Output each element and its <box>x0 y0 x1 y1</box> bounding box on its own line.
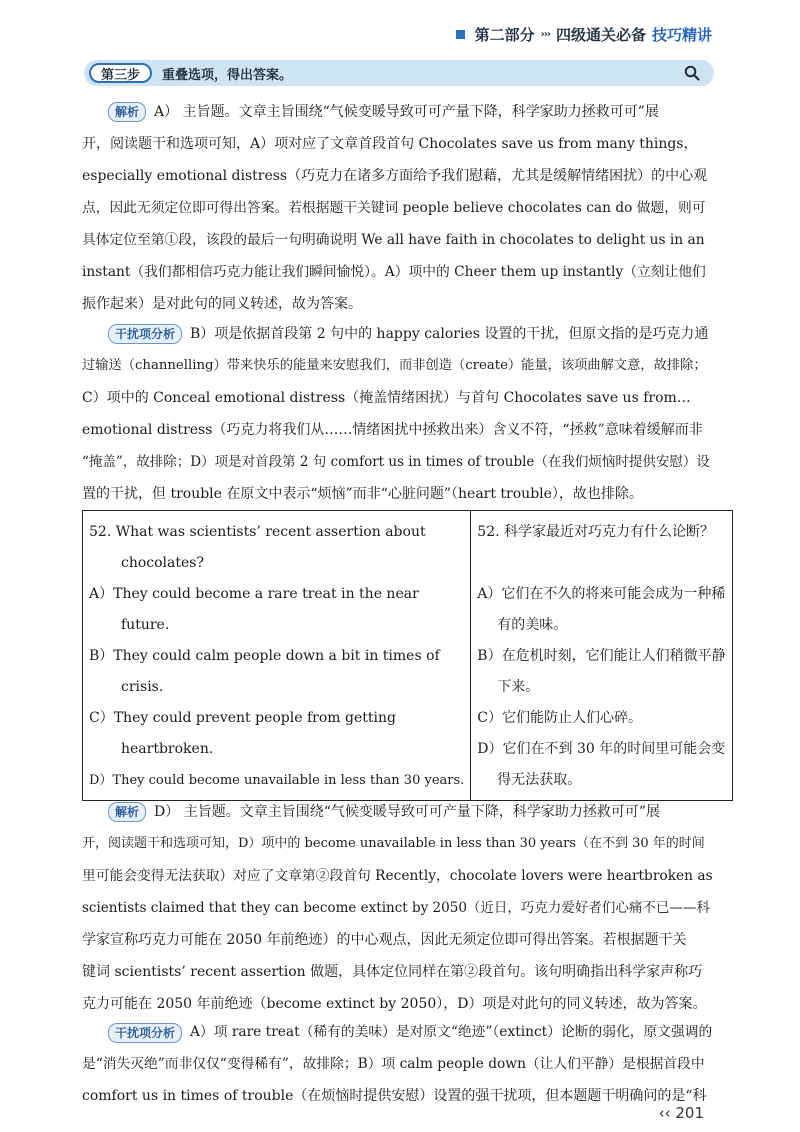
option-a-zh-cont: 有的美味。 <box>497 617 568 633</box>
header-part: 第二部分 <box>474 26 535 44</box>
distractor-badge: 干扰项分析 <box>108 324 182 344</box>
text-line: 克力可能在 2050 年前绝迹（become extinct by 2050），D）项是对此句的同义转述，故为答案。 <box>82 996 707 1012</box>
text-line: 开，阅读题干和选项可知，D）项中的 become unavailable in less than 30 years（在不到 30 年的时间 <box>82 836 705 851</box>
question-english <box>83 511 471 801</box>
distractor-analysis-51 <box>82 318 714 510</box>
option-d: D）They could become unavailable in less than 30 years. <box>89 773 465 788</box>
option-d-zh-cont: 得无法获取。 <box>497 772 582 788</box>
step-text: 重叠选项，得出答案。 <box>162 67 293 83</box>
option-b: B）They could calm people down a bit in times of <box>89 648 440 664</box>
step-bar <box>84 60 714 86</box>
question-stem: 52. What was scientists’ recent assertion about <box>89 524 426 540</box>
text-line: 开，阅读题干和选项可知，A）项对应了文章首段首句 Chocolates save us from many things， <box>82 136 698 152</box>
text-line: C）项中的 Conceal emotional distress（掩盖情绪困扰）与首句 Chocolates save us from… <box>82 390 691 406</box>
square-icon <box>456 30 465 39</box>
text-line: instant（我们都相信巧克力能让我们瞬间愉悦）。A）项中的 Cheer them up instantly（立刻让他们 <box>82 264 706 280</box>
page-header <box>456 24 712 45</box>
text-line: 置的干扰，但 trouble 在原文中表示“烦恼”而非“心脏问题”（heart trouble），故也排除。 <box>82 486 643 502</box>
option-c-zh: C）它们能防止人们心碎。 <box>477 710 643 726</box>
text-line: comfort us in times of trouble（在烦恼时提供安慰）设置的强干扰项，但本题题干明确问的是“科 <box>82 1088 707 1104</box>
analysis-52 <box>82 796 714 1020</box>
text-line: 键词 scientists’ recent assertion 做题，具体定位同样在第②段首句。该句明确指出科学家声称巧 <box>82 964 703 980</box>
analysis-badge: 解析 <box>108 102 146 122</box>
text-line: 具体定位至第①段，该段的最后一句明确说明 We all have faith in chocolates to delight us in an <box>82 232 705 248</box>
question-stem-zh: 52. 科学家最近对巧克力有什么论断？ <box>477 524 715 540</box>
header-section: 四级通关必备 <box>555 26 646 44</box>
step-badge: 第三步 <box>89 63 152 83</box>
distractor-analysis-52 <box>82 1016 714 1112</box>
distractor-badge: 干扰项分析 <box>108 1023 182 1043</box>
text-line: 解析 D） 主旨题。文章主旨围绕“气候变暖导致可可产量下降，科学家助力拯救可可”展 <box>82 796 714 828</box>
text-line: 是“消失灭绝”而非仅仅“变得稀有”，故排除；B）项 calm people down（让人们平静）是根据首段中 <box>82 1056 705 1072</box>
text-line: 过输送（channelling）带来快乐的能量来安慰我们，而非创造（create）能量，该项曲解文意，故排除； <box>82 358 707 373</box>
search-icon[interactable] <box>684 65 700 81</box>
option-a-zh: A）它们在不久的将来可能会成为一种稀 <box>477 586 726 602</box>
arrows-icon: ››› <box>540 29 550 40</box>
option-a: A）They could become a rare treat in the near <box>89 586 419 602</box>
option-b-zh: B）在危机时刻，它们能让人们稍微平静 <box>477 648 726 664</box>
text-line: especially emotional distress（巧克力在诸多方面给予我们慰藉，尤其是缓解情绪困扰）的中心观 <box>82 168 708 184</box>
option-b-zh-cont: 下来。 <box>497 679 540 695</box>
analysis-badge: 解析 <box>108 802 146 822</box>
question-table <box>82 510 733 801</box>
option-c-cont: heartbroken. <box>121 741 214 757</box>
option-b-cont: crisis. <box>121 679 164 695</box>
option-c: C）They could prevent people from getting <box>89 710 396 726</box>
text-line: 干扰项分析 A）项 rare treat（稀有的美味）是对原文“绝迹”（extinct）论断的弱化，原文强调的 <box>82 1016 714 1048</box>
page-number: ‹‹ 201 <box>658 1104 704 1122</box>
text-line: 解析 A） 主旨题。文章主旨围绕“气候变暖导致可可产量下降，科学家助力拯救可可”展 <box>82 96 714 128</box>
text-line: 里可能会变得无法获取）对应了文章第②段首句 Recently，chocolate lovers were heartbroken as <box>82 868 713 884</box>
text-line: 干扰项分析 B）项是依据首段第 2 句中的 happy calories 设置的干扰，但原文指的是巧克力通 <box>82 318 714 350</box>
header-highlight: 技巧精讲 <box>651 26 712 44</box>
text-line: 点，因此无须定位即可得出答案。若根据题干关键词 people believe chocolates can do 做题，则可 <box>82 200 706 216</box>
question-chinese <box>471 511 732 801</box>
option-d-zh: D）它们在不到 30 年的时间里可能会变 <box>477 741 726 757</box>
analysis-52-51 <box>82 96 714 320</box>
question-stem-cont: chocolates? <box>121 555 204 571</box>
text-line: emotional distress（巧克力将我们从……情绪困扰中拯救出来）含义不符，“拯救”意味着缓解而非 <box>82 422 703 438</box>
text-line: 振作起来）是对此句的同义转述，故为答案。 <box>82 296 362 312</box>
text-line: “掩盖”，故排除；D）项是对首段第 2 句 comfort us in times of trouble（在我们烦恼时提供安慰）设 <box>82 454 710 470</box>
text-line: 学家宣称巧克力可能在 2050 年前绝迹）的中心观点，因此无须定位即可得出答案。若根据题干关 <box>82 932 687 948</box>
text-line: scientists claimed that they can become extinct by 2050（近日，巧克力爱好者们心痛不已——科 <box>82 900 710 916</box>
option-a-cont: future. <box>121 617 170 633</box>
